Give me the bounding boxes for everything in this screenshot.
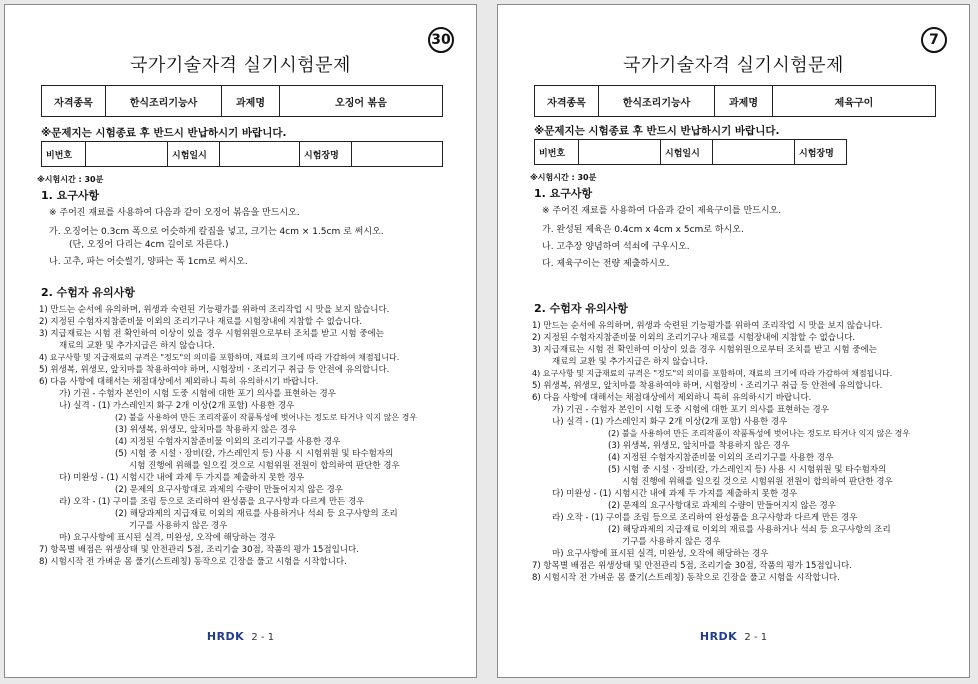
label-date: 시험일시 — [661, 140, 713, 165]
note-line: (4) 지정된 수험자지참준비물 이외의 조리기구를 사용한 경우 — [115, 437, 341, 447]
note-line: 나) 실격 - (1) 가스레인지 화구 2개 이상(2개 포함) 사용한 경우 — [59, 401, 295, 411]
date-cell — [220, 142, 300, 167]
note-line: 라) 오작 - (1) 구이를 조림 등으로 조리하여 완성품을 요구사항과 다르게 만든 경우 — [59, 497, 365, 507]
note-line: (5) 시험 중 시설ㆍ장비(칼, 가스레인지 등) 사용 시 시험위원 및 타수험자의 — [608, 465, 887, 475]
note-line: (2) 불을 사용하여 만든 조리작품이 작품특성에 벗어나는 정도로 타거나 익지 않은 경우 — [608, 429, 911, 438]
note-line: 4) 요구사항 및 지급재료의 규격은 "정도"의 의미를 포함하며, 재료의 크기에 따라 가감하여 채점됩니다. — [39, 353, 400, 362]
note-line: 재료의 교환 및 추가지급은 하지 않습니다. — [59, 341, 215, 351]
note-line: 7) 항목별 배점은 위생상태 및 안전관리 5점, 조리기술 30점, 작품의 평가 15점입니다. — [39, 545, 359, 555]
exam-page-squid — [4, 4, 477, 678]
number-cell — [579, 140, 661, 165]
section-requirements: 1. 요구사항 — [534, 187, 593, 200]
note-line: 다) 미완성 - (1) 시험시간 내에 과제 두 가지를 제출하지 못한 경우 — [552, 489, 798, 499]
info-table — [534, 85, 936, 117]
note-line: (2) 문제의 요구사항대로 과제의 수량이 만들어지지 않은 경우 — [608, 501, 837, 511]
exam-id-table — [41, 141, 443, 167]
note-line: (3) 위생복, 위생모, 앞치마를 착용하지 않은 경우 — [608, 441, 790, 451]
section-notes: 2. 수험자 유의사항 — [534, 302, 628, 315]
exam-content — [530, 171, 961, 584]
note-line: 마) 요구사항에 표시된 실격, 미완성, 오작에 해당하는 경우 — [59, 533, 276, 543]
label-qualification: 자격종목 — [42, 86, 106, 117]
label-subject: 과제명 — [222, 86, 280, 117]
exam-time: ※시험시간 : 30분 — [530, 173, 597, 182]
note-line: 가) 기권 - 수험자 본인이 시험 도중 시험에 대한 포기 의사를 표현하는 경우 — [552, 405, 829, 415]
subject-value: 오징어 볶음 — [280, 86, 443, 117]
note-line: 1) 만드는 순서에 유의하며, 위생과 숙련된 기능평가를 위하여 조리작업 시 맛을 보지 않습니다. — [532, 321, 883, 331]
label-venue: 시험장명 — [300, 142, 352, 167]
requirement-item: 가. 오징어는 0.3cm 폭으로 어슷하게 칼집을 넣고, 크기는 4cm × 1.5cm 로 써시오. — [49, 227, 384, 237]
label-date: 시험일시 — [168, 142, 220, 167]
note-line: 3) 지급재료는 시험 전 확인하여 이상이 있을 경우 시험위원으로부터 조치를 받고 시험 중에는 — [39, 329, 384, 339]
note-line: 1) 만드는 순서에 유의하며, 위생과 숙련된 기능평가를 위하여 조리작업 시 맛을 보지 않습니다. — [39, 305, 390, 315]
section-notes: 2. 수험자 유의사항 — [41, 286, 135, 299]
label-subject: 과제명 — [715, 86, 773, 117]
hrdk-logo: HRDK — [206, 630, 245, 643]
requirement-item: 나. 고추장 양념하여 석쇠에 구우시오. — [542, 242, 690, 252]
note-line: 5) 위생복, 위생모, 앞치마를 착용하여야 하며, 시험장비ㆍ조리기구 취급 등 안전에 유의합니다. — [39, 365, 390, 375]
note-line: (2) 문제의 요구사항대로 과제의 수량이 만들어지지 않은 경우 — [115, 485, 344, 495]
note-line: 재료의 교환 및 추가지급은 하지 않습니다. — [552, 357, 708, 367]
qualification-value: 한식조리기능사 — [599, 86, 715, 117]
requirement-item: 나. 고추, 파는 어슷썰기, 양파는 폭 1cm로 써시오. — [49, 257, 248, 267]
note-line: 라) 오작 - (1) 구이를 조림 등으로 조리하여 완성품을 요구사항과 다르게 만든 경우 — [552, 513, 858, 523]
requirement-item: 다. 제육구이는 전량 제출하시오. — [542, 259, 670, 269]
exam-content — [37, 173, 468, 568]
page-title: 국가기술자격 실기시험문제 — [130, 55, 351, 76]
label-number: 비번호 — [535, 140, 579, 165]
note-line: 3) 지급재료는 시험 전 확인하여 이상이 있을 경우 시험위원으로부터 조치를 받고 시험 중에는 — [532, 345, 877, 355]
exam-time: ※시험시간 : 30분 — [37, 175, 104, 184]
note-line: 6) 다음 사항에 대해서는 채점대상에서 제외하니 특히 유의하시기 바랍니다. — [532, 393, 812, 403]
note-line: (5) 시험 중 시설ㆍ장비(칼, 가스레인지 등) 사용 시 시험위원 및 타수험자의 — [115, 449, 394, 459]
note-line: 가) 기권 - 수험자 본인이 시험 도중 시험에 대한 포기 의사를 표현하는 경우 — [59, 389, 336, 399]
note-line: (3) 위생복, 위생모, 앞치마를 착용하지 않은 경우 — [115, 425, 297, 435]
return-notice: ※문제지는 시험종료 후 반드시 반납하시기 바랍니다. — [534, 125, 780, 137]
note-line: 8) 시험시작 전 가벼운 몸 풀기(스트레칭) 동작으로 긴장을 풀고 시험을 시작합니다. — [532, 573, 840, 583]
note-line: 다) 미완성 - (1) 시험시간 내에 과제 두 가지를 제출하지 못한 경우 — [59, 473, 305, 483]
note-line: 6) 다음 사항에 대해서는 채점대상에서 제외하니 특히 유의하시기 바랍니다. — [39, 377, 319, 387]
note-line: 5) 위생복, 위생모, 앞치마를 착용하여야 하며, 시험장비ㆍ조리기구 취급 등 안전에 유의합니다. — [532, 381, 883, 391]
page-title: 국가기술자격 실기시험문제 — [623, 55, 844, 76]
requirement-intro: ※ 주어진 재료를 사용하여 다음과 같이 오징어 볶음을 만드시오. — [49, 208, 300, 218]
requirement-intro: ※ 주어진 재료를 사용하여 다음과 같이 제육구이를 만드시오. — [542, 206, 782, 216]
exam-page-pork — [497, 4, 970, 678]
number-cell — [86, 142, 168, 167]
note-line: 시험 진행에 위해를 일으킬 것으로 시험위원 전원이 합의하여 판단한 경우 — [129, 461, 400, 471]
return-notice: ※문제지는 시험종료 후 반드시 반납하시기 바랍니다. — [41, 127, 287, 139]
note-line: 시험 진행에 위해를 일으킬 것으로 시험위원 전원이 합의하여 판단한 경우 — [622, 477, 893, 487]
note-line: 2) 지정된 수험자지참준비물 이외의 조리기구나 재료를 시험장내에 지참할 수 없습니다. — [39, 317, 363, 327]
note-line: 기구를 사용하지 않은 경우 — [622, 537, 721, 547]
page-footer — [498, 630, 969, 643]
hrdk-logo: HRDK — [699, 630, 738, 643]
requirement-item: 가. 완성된 제육은 0.4cm x 4cm x 5cm로 하시오. — [542, 225, 744, 235]
problem-number-badge: 30 — [428, 27, 454, 53]
exam-id-table — [534, 139, 847, 165]
note-line: 7) 항목별 배점은 위생상태 및 안전관리 5점, 조리기술 30점, 작품의 평가 15점입니다. — [532, 561, 852, 571]
note-line: (4) 지정된 수험자지참준비물 이외의 조리기구를 사용한 경우 — [608, 453, 834, 463]
note-line: 마) 요구사항에 표시된 실격, 미완성, 오작에 해당하는 경우 — [552, 549, 769, 559]
requirement-item: (단, 오징어 다리는 4cm 길이로 자른다.) — [69, 240, 229, 250]
section-requirements: 1. 요구사항 — [41, 189, 100, 202]
page-number: 2 - 1 — [744, 632, 768, 643]
label-venue: 시험장명 — [795, 140, 847, 165]
note-line: 2) 지정된 수험자지참준비물 이외의 조리기구나 재료를 시험장내에 지참할 수 없습니다. — [532, 333, 856, 343]
note-line: 기구를 사용하지 않은 경우 — [129, 521, 228, 531]
date-cell — [713, 140, 795, 165]
note-line: (2) 해당과제의 지급재료 이외의 재료를 사용하거나 석쇠 등 요구사항의 조리 — [608, 525, 891, 535]
note-line: 8) 시험시작 전 가벼운 몸 풀기(스트레칭) 동작으로 긴장을 풀고 시험을 시작합니다. — [39, 557, 347, 567]
note-line: 나) 실격 - (1) 가스레인지 화구 2개 이상(2개 포함) 사용한 경우 — [552, 417, 788, 427]
subject-value: 제육구이 — [773, 86, 936, 117]
qualification-value: 한식조리기능사 — [106, 86, 222, 117]
info-table — [41, 85, 443, 117]
page-footer — [5, 630, 476, 643]
page-number: 2 - 1 — [251, 632, 275, 643]
label-number: 비번호 — [42, 142, 86, 167]
note-line: (2) 해당과제의 지급재료 이외의 재료를 사용하거나 석쇠 등 요구사항의 조리 — [115, 509, 398, 519]
venue-cell — [352, 142, 443, 167]
note-line: 4) 요구사항 및 지급재료의 규격은 "정도"의 의미를 포함하며, 재료의 크기에 따라 가감하여 채점됩니다. — [532, 369, 893, 378]
label-qualification: 자격종목 — [535, 86, 599, 117]
note-line: (2) 불을 사용하여 만든 조리작품이 작품특성에 벗어나는 정도로 타거나 익지 않은 경우 — [115, 413, 418, 422]
problem-number-badge: 7 — [921, 27, 947, 53]
